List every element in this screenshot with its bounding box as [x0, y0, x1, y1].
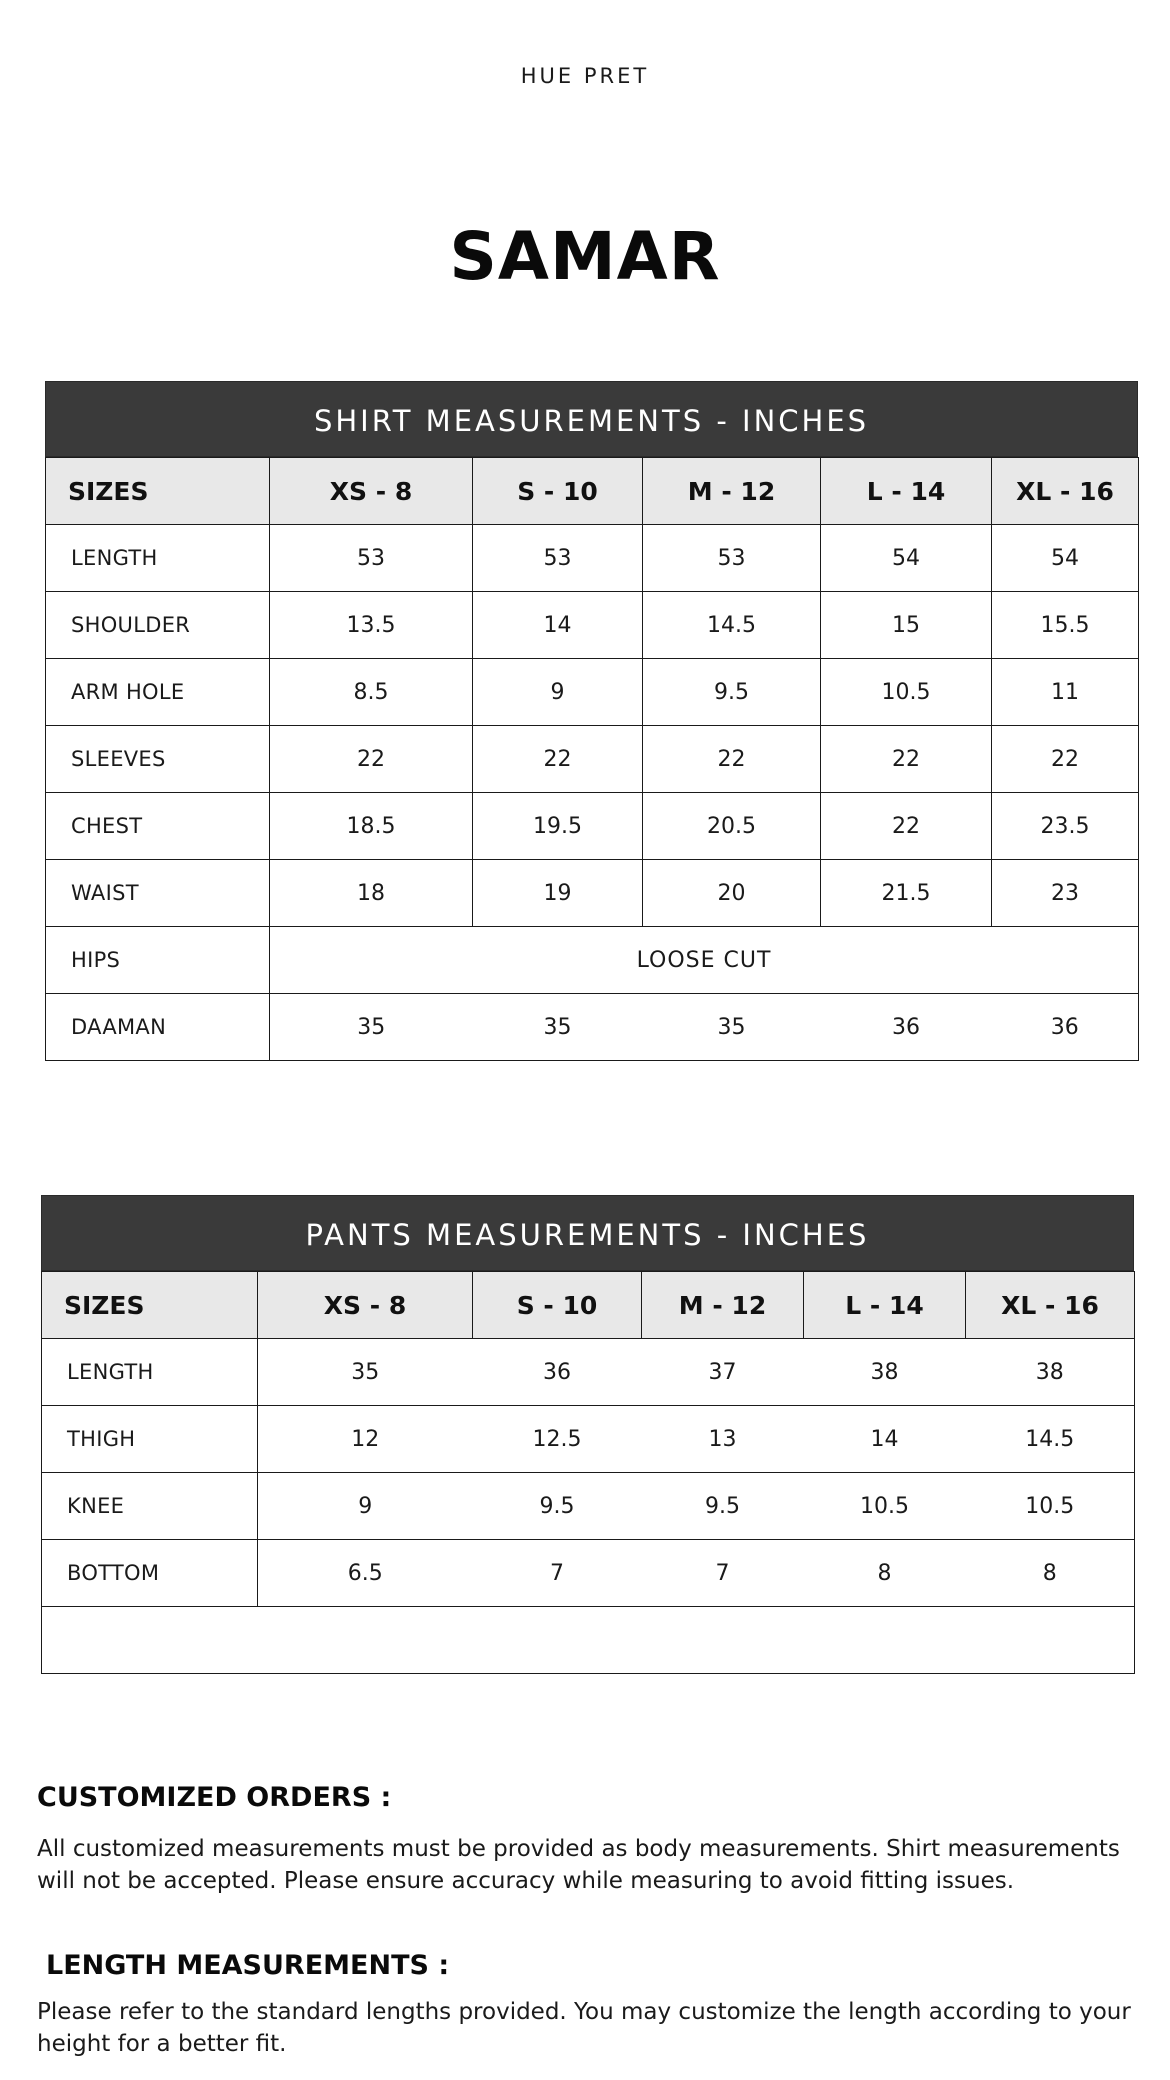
cell-value: 14.5 — [643, 592, 821, 659]
cell-value: 53 — [643, 525, 821, 592]
cell-value: 9.5 — [642, 1473, 804, 1540]
pants-row-knee — [42, 1473, 1135, 1540]
shirt-chart-heading: SHIRT MEASUREMENTS - INCHES — [45, 381, 1138, 457]
pants-row-thigh — [42, 1406, 1135, 1473]
shirt-col-l: L - 14 — [821, 458, 992, 525]
shirt-row-arm-hole — [46, 659, 1139, 726]
pants-col-s: S - 10 — [473, 1272, 642, 1339]
cell-value: 6.5 — [258, 1540, 473, 1607]
cell-value: 21.5 — [821, 860, 992, 927]
shirt-row-sleeves — [46, 726, 1139, 793]
cell-value: 9.5 — [473, 1473, 642, 1540]
length-measurements-section — [46, 1950, 1146, 1981]
row-label: LENGTH — [46, 525, 270, 592]
shirt-col-m: M - 12 — [643, 458, 821, 525]
pants-header-row — [42, 1272, 1135, 1339]
row-label: CHEST — [46, 793, 270, 860]
row-label: KNEE — [42, 1473, 258, 1540]
shirt-col-sizes: SIZES — [46, 458, 270, 525]
length-measurements-body — [37, 1996, 1137, 2060]
cell-value: 37 — [642, 1339, 804, 1406]
cell-value: 7 — [642, 1540, 804, 1607]
shirt-size-table — [45, 457, 1139, 1061]
row-label: ARM HOLE — [46, 659, 270, 726]
brand-name: HUE PRET — [520, 64, 650, 88]
customized-orders-text: All customized measurements must be provided as body measurements. Shirt measurements will not be accepted. Please ensure accuracy while measuring to avoid fitting issues. — [37, 1836, 1120, 1894]
cell-value: 54 — [992, 525, 1139, 592]
shirt-row-hips — [46, 927, 1139, 994]
pants-size-table — [41, 1271, 1135, 1674]
cell-value: 53 — [473, 525, 643, 592]
cell-value: 8.5 — [270, 659, 473, 726]
cell-value: 9 — [258, 1473, 473, 1540]
cell-value: 13.5 — [270, 592, 473, 659]
row-label: WAIST — [46, 860, 270, 927]
cell-value: 35 — [258, 1339, 473, 1406]
pants-row-bottom — [42, 1540, 1135, 1607]
row-label: LENGTH — [42, 1339, 258, 1406]
row-label: SHOULDER — [46, 592, 270, 659]
cell-value: 12.5 — [473, 1406, 642, 1473]
cell-value: 54 — [821, 525, 992, 592]
cell-value: 19.5 — [473, 793, 643, 860]
shirt-row-length — [46, 525, 1139, 592]
cell-value: 15 — [821, 592, 992, 659]
cell-value: 9 — [473, 659, 643, 726]
cell-value: 36 — [473, 1339, 642, 1406]
pants-col-l: L - 14 — [804, 1272, 966, 1339]
cell-value: 9.5 — [643, 659, 821, 726]
row-label: HIPS — [46, 927, 270, 994]
cell-value: 14.5 — [966, 1406, 1135, 1473]
hips-loose-cut: LOOSE CUT — [270, 927, 1139, 994]
row-label: THIGH — [42, 1406, 258, 1473]
cell-value: 22 — [992, 726, 1139, 793]
pants-chart-heading: PANTS MEASUREMENTS - INCHES — [41, 1195, 1134, 1271]
shirt-row-daaman — [46, 994, 1139, 1061]
pants-row-length — [42, 1339, 1135, 1406]
pants-col-xs: XS - 8 — [258, 1272, 473, 1339]
cell-value: 12 — [258, 1406, 473, 1473]
cell-value: 20.5 — [643, 793, 821, 860]
empty-cell — [42, 1607, 1135, 1674]
cell-value: 14 — [473, 592, 643, 659]
shirt-col-xl: XL - 16 — [992, 458, 1139, 525]
cell-value: 13 — [642, 1406, 804, 1473]
cell-value: 14 — [804, 1406, 966, 1473]
cell-value: 38 — [966, 1339, 1135, 1406]
cell-value: 23 — [992, 860, 1139, 927]
cell-value: 19 — [473, 860, 643, 927]
cell-value: 22 — [473, 726, 643, 793]
cell-value: 22 — [270, 726, 473, 793]
customized-orders-heading: CUSTOMIZED ORDERS : — [37, 1782, 392, 1813]
cell-value: 8 — [966, 1540, 1135, 1607]
row-label: DAAMAN — [46, 994, 270, 1061]
cell-value: 18 — [270, 860, 473, 927]
cell-value: 38 — [804, 1339, 966, 1406]
cell-value: 10.5 — [966, 1473, 1135, 1540]
shirt-row-shoulder — [46, 592, 1139, 659]
cell-value: 36 — [821, 994, 992, 1061]
cell-value: 53 — [270, 525, 473, 592]
pants-row-empty — [42, 1607, 1135, 1674]
cell-value: 35 — [473, 994, 643, 1061]
cell-value: 23.5 — [992, 793, 1139, 860]
cell-value: 8 — [804, 1540, 966, 1607]
cell-value: 11 — [992, 659, 1139, 726]
pants-col-xl: XL - 16 — [966, 1272, 1135, 1339]
cell-value: 22 — [821, 726, 992, 793]
shirt-col-xs: XS - 8 — [270, 458, 473, 525]
shirt-row-chest — [46, 793, 1139, 860]
shirt-size-chart — [45, 381, 1138, 1061]
page-title: SAMAR — [449, 218, 721, 295]
cell-value: 15.5 — [992, 592, 1139, 659]
pants-col-sizes: SIZES — [42, 1272, 258, 1339]
shirt-row-waist — [46, 860, 1139, 927]
cell-value: 36 — [992, 994, 1139, 1061]
row-label: SLEEVES — [46, 726, 270, 793]
cell-value: 35 — [643, 994, 821, 1061]
customized-orders-section — [37, 1782, 1137, 1897]
length-measurements-text: Please refer to the standard lengths provided. You may customize the length according to your height for a better fit. — [37, 1999, 1131, 2057]
shirt-col-s: S - 10 — [473, 458, 643, 525]
cell-value: 18.5 — [270, 793, 473, 860]
cell-value: 10.5 — [804, 1473, 966, 1540]
cell-value: 22 — [821, 793, 992, 860]
cell-value: 35 — [270, 994, 473, 1061]
shirt-header-row — [46, 458, 1139, 525]
cell-value: 22 — [643, 726, 821, 793]
cell-value: 7 — [473, 1540, 642, 1607]
pants-size-chart — [41, 1195, 1134, 1674]
row-label: BOTTOM — [42, 1540, 258, 1607]
pants-col-m: M - 12 — [642, 1272, 804, 1339]
length-measurements-heading: LENGTH MEASUREMENTS : — [46, 1950, 450, 1981]
cell-value: 20 — [643, 860, 821, 927]
cell-value: 10.5 — [821, 659, 992, 726]
